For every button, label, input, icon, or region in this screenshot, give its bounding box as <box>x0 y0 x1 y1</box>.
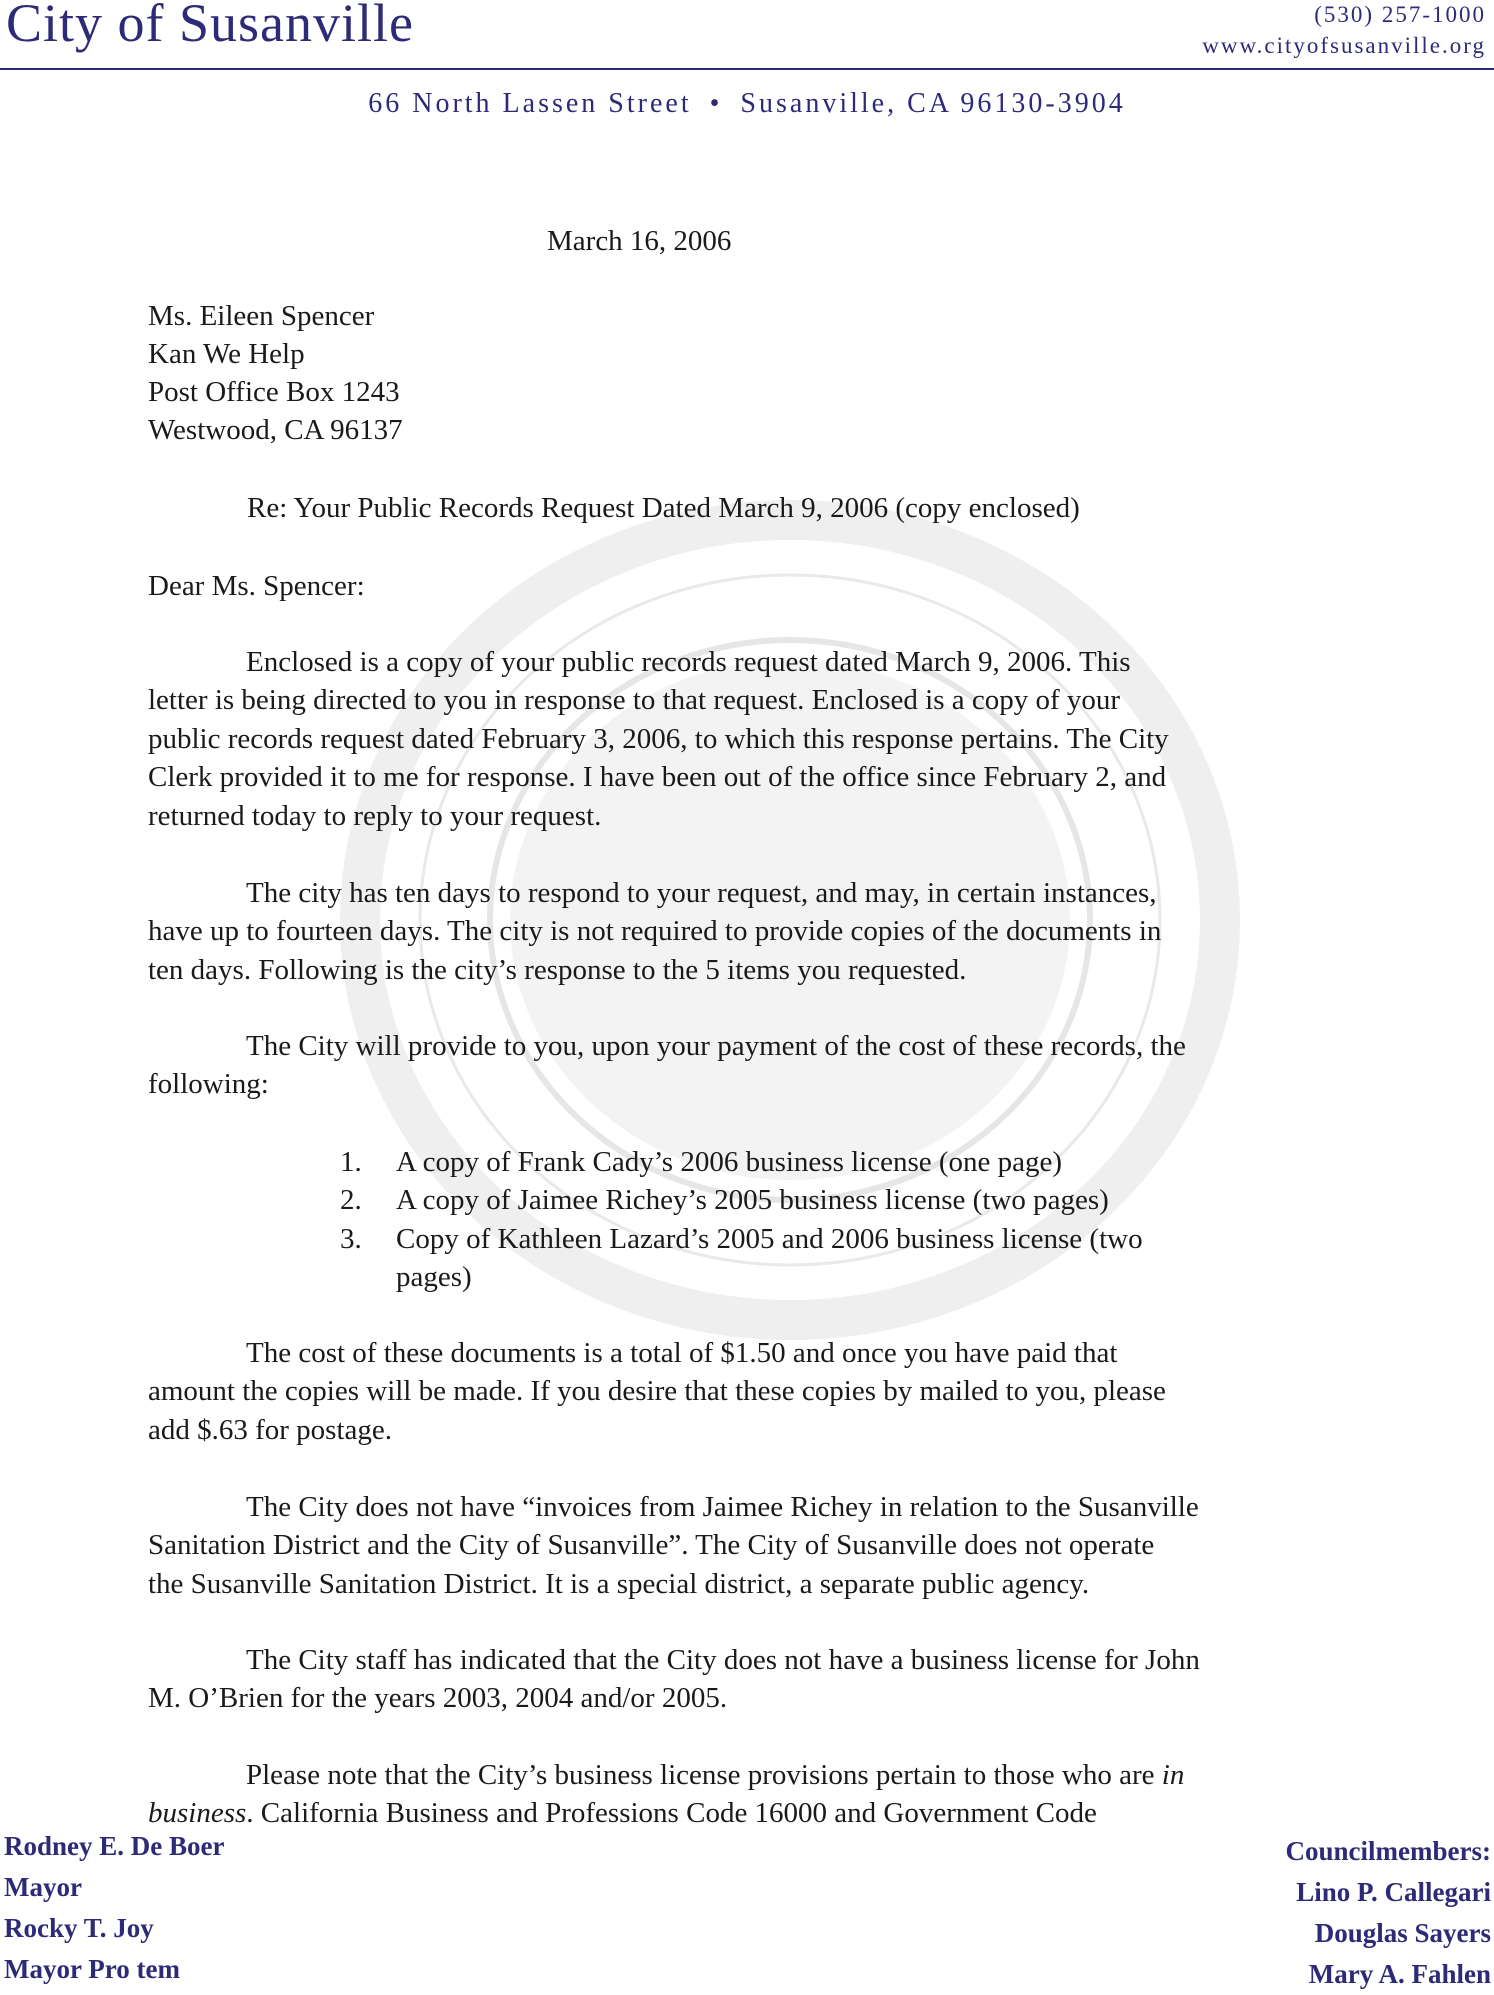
paragraph-line: add $.63 for postage. <box>148 1413 393 1446</box>
letterhead-divider <box>0 68 1494 70</box>
paragraph-line: public records request dated February 3, 2006, to which this response pertains. The City <box>148 722 1169 755</box>
list-item: 1. A copy of Frank Cady’s 2006 business license (one page) <box>340 1146 1063 1178</box>
address-street: 66 North Lassen Street <box>368 88 692 119</box>
paragraph-line: The City does not have “invoices from Jaimee Richey in relation to the Susanville <box>246 1491 1199 1523</box>
paragraph-line: amount the copies will be made. If you desire that these copies by mailed to you, please <box>148 1375 1166 1408</box>
address-city: Susanville, CA 96130-3904 <box>740 88 1126 119</box>
paragraph-line: the Susanville Sanitation District. It is a special district, a separate public agency. <box>148 1567 1090 1600</box>
paragraph-line: letter is being directed to you in response to that request. Enclosed is a copy of your <box>148 684 1121 717</box>
councilmember-name: Lino P. Callegari <box>1296 1877 1491 1907</box>
paragraph-line: The city has ten days to respond to your request, and may, in certain instances, <box>246 877 1157 909</box>
recipient-organization: Kan We Help <box>148 338 305 370</box>
paragraph-7 <box>148 1756 1348 1833</box>
paragraph-4 <box>148 1334 1348 1449</box>
mayor-title: Mayor <box>4 1872 82 1902</box>
paragraph-line: M. O’Brien for the years 2003, 2004 and/or 2005. <box>148 1682 728 1715</box>
paragraph-line: following: <box>148 1068 269 1101</box>
recipient-name: Ms. Eileen Spencer <box>148 300 375 332</box>
mayor-pro-tem-title: Mayor Pro tem <box>4 1954 180 1984</box>
recipient-city-state: Westwood, CA 96137 <box>148 414 403 446</box>
paragraph-line: business. California Business and Professions Code 16000 and Government Code <box>148 1797 1097 1830</box>
paragraph-line: have up to fourteen days. The city is not required to provide copies of the documents in <box>148 915 1162 948</box>
paragraph-3 <box>148 1027 1348 1104</box>
paragraph-line: The cost of these documents is a total of $1.50 and once you have paid that <box>246 1337 1118 1369</box>
salutation: Dear Ms. Spencer: <box>148 570 365 602</box>
letterhead-title: City of Susanville <box>6 0 414 53</box>
subject-line: Re: Your Public Records Request Dated March 9, 2006 (copy enclosed) <box>247 492 1080 524</box>
paragraph-line: ten days. Following is the city’s response to the 5 items you requested. <box>148 953 967 986</box>
letterhead-website: www.cityofsusanville.org <box>1202 33 1486 58</box>
paragraph-6 <box>148 1641 1348 1718</box>
letterhead-address <box>0 88 1494 120</box>
address-separator: • <box>709 88 723 119</box>
councilmembers-heading: Councilmembers: <box>1285 1836 1491 1866</box>
paragraph-line: The City staff has indicated that the City does not have a business license for John <box>246 1644 1200 1676</box>
list-item: 2. A copy of Jaimee Richey’s 2005 business license (two pages) <box>340 1184 1109 1217</box>
mayor-name: Rodney E. De Boer <box>4 1831 225 1861</box>
paragraph-5 <box>148 1488 1348 1603</box>
mayor-pro-tem-name: Rocky T. Joy <box>4 1913 154 1943</box>
footer-mayor-block <box>4 1826 224 1990</box>
letterhead-phone: (530) 257-1000 <box>1314 2 1486 27</box>
paragraph-line: The City will provide to you, upon your payment of the cost of these records, the <box>246 1030 1186 1062</box>
councilmember-name: Mary A. Fahlen <box>1308 1959 1491 1989</box>
paragraph-line: returned today to reply to your request. <box>148 799 602 832</box>
paragraph-line: Clerk provided it to me for response. I have been out of the office since February 2, and <box>148 761 1167 794</box>
footer-council-block <box>1286 1831 1491 1995</box>
paragraph-line: Please note that the City’s business license provisions pertain to those who are in <box>246 1759 1185 1791</box>
councilmember-name: Douglas Sayers <box>1314 1918 1491 1948</box>
paragraph-line: Sanitation District and the City of Susanville”. The City of Susanville does not operate <box>148 1529 1155 1562</box>
recipient-po-box: Post Office Box 1243 <box>148 376 400 408</box>
records-list <box>340 1143 1143 1297</box>
paragraph-line: Enclosed is a copy of your public records request dated March 9, 2006. This <box>246 646 1131 678</box>
list-item: 3. Copy of Kathleen Lazard’s 2005 and 2006 business license (two <box>340 1222 1143 1255</box>
list-item-continuation: pages) <box>396 1261 472 1294</box>
paragraph-2 <box>148 874 1348 989</box>
paragraph-1 <box>148 643 1348 835</box>
recipient-address <box>148 297 403 449</box>
letter-date: March 16, 2006 <box>547 225 732 257</box>
